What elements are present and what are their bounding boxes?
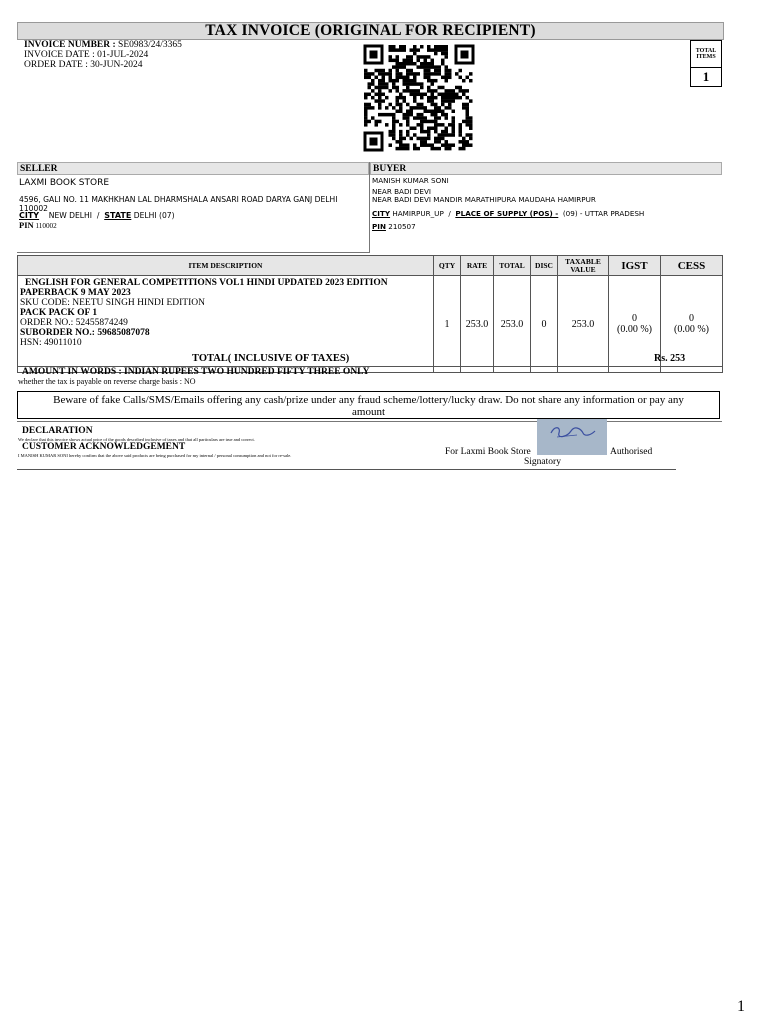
total-amount: Rs. 253 [654,353,686,364]
buyer-pin: 210507 [388,222,416,231]
reverse-charge: whether the tax is payable on reverse charge basis : NO [18,377,196,386]
buyer-pin-line [372,223,416,231]
item-title: ENGLISH FOR GENERAL COMPETITIONS VOL1 HINDI UPDATED 2023 EDITION [25,278,388,288]
for-store-label: For Laxmi Book Store [445,447,531,457]
declaration-divider [17,421,722,422]
col-qty: QTY [434,256,461,276]
fraud-warning-line-1: Beware of fake Calls/SMS/Emails offering any cash/prize under any fraud scheme/lottery/lucky draw. Do not share any information or pay any [53,394,684,406]
item-taxable-value: 253.0 [558,276,609,373]
words-divider [17,366,722,367]
buyer-city-pos: CITY HAMIRPUR_UP / PLACE OF SUPPLY (POS) - (09) - UTTAR PRADESH [372,209,645,218]
amount-in-words: AMOUNT IN WORDS : INDIAN RUPEES TWO HUNDRED FIFTY THREE ONLY [22,367,370,377]
col-rate: RATE [461,256,494,276]
declaration-title: DECLARATION [22,426,93,436]
seller-city: NEW DELHI [48,211,92,220]
seller-pin-line [19,221,57,230]
seller-state-code: (07) [158,211,175,220]
seller-pin-label: PIN [19,220,34,230]
invoice-number: SE0983/24/3365 [118,40,182,50]
item-sku: SKU CODE: NEETU SINGH HINDI EDITION [20,298,205,308]
buyer-pos-label: PLACE OF SUPPLY (POS) - [455,209,559,218]
item-title-2: PAPERBACK 9 MAY 2023 [20,288,131,298]
footer-divider [17,469,676,470]
col-total: TOTAL [494,256,531,276]
invoice-title: TAX INVOICE (ORIGINAL FOR RECIPIENT) [17,22,724,40]
col-disc: DISC [531,256,558,276]
seller-state-label: STATE [104,211,132,220]
item-rate: 253.0 [461,276,494,373]
col-igst: IGST [609,256,661,276]
item-qty: 1 [434,276,461,373]
order-date: ORDER DATE : 30-JUN-2024 [24,60,143,70]
invoice-number-label: INVOICE NUMBER : [24,40,116,50]
total-items-label: TOTAL ITEMS [695,48,717,60]
buyer-header: BUYER [370,162,722,175]
seller-state: DELHI [133,211,157,220]
seller-pin: 110002 [35,222,57,230]
authorised-label: Authorised [610,447,653,457]
col-item-description: ITEM DESCRIPTION [18,256,434,276]
item-igst: 0 [632,313,637,324]
item-igst-pct: (0.00 %) [617,324,652,335]
item-order-no: ORDER NO.: 52455874249 [20,318,128,328]
declaration-text: We declare that this invoice shows actual price of the goods described inclusive of taxes and that all particulars are true and correct. [18,437,255,442]
item-cess: 0 [689,313,694,324]
buyer-name: MANISH KUMAR SONI [372,176,449,185]
seller-address: 4596, GALI NO. 11 MAKHKHAN LAL DHARMSHALA ANSARI ROAD DARYA GANJ DELHI [19,195,338,204]
total-row [17,352,722,367]
signature-scribble [537,419,607,455]
total-label: TOTAL( INCLUSIVE OF TAXES) [192,353,350,364]
seller-address-2: 110002 [19,204,48,213]
customer-ack-text: I MANISH KUMAR SONI hereby confirm that the above said products are being purchased for my internal / personal consumption and not for re-sale. [18,453,292,458]
buyer-pin-label: PIN [372,222,386,231]
item-hsn: HSN: 49011010 [20,338,82,348]
qr-code [363,44,475,152]
seller-header: SELLER [17,162,369,175]
seller-buyer-divider [369,162,370,252]
invoice-date: INVOICE DATE : 01-JUL-2024 [24,50,149,60]
item-cess-pct: (0.00 %) [674,324,709,335]
customer-ack-title: CUSTOMER ACKNOWLEDGEMENT [22,442,186,452]
page-number: 1 [737,998,745,1015]
item-total: 253.0 [494,276,531,373]
buyer-pos: (09) - UTTAR PRADESH [562,209,645,218]
seller-bottom-border [17,252,370,253]
total-items-box [690,40,722,87]
fraud-warning-line-2: amount [352,406,385,418]
buyer-city-label: CITY [372,209,391,218]
invoice-number-line [24,40,182,50]
signature-image [537,419,607,455]
fraud-warning-box [17,391,720,419]
total-items-count: 1 [691,67,721,86]
buyer-city: HAMIRPUR_UP [392,209,444,218]
seller-city-label: CITY [19,211,40,220]
col-taxable-value: TAXABLE VALUE [558,256,609,276]
seller-name: LAXMI BOOK STORE [19,178,110,188]
col-cess: CESS [661,256,723,276]
item-pack: PACK PACK OF 1 [20,308,98,318]
item-suborder-no: SUBORDER NO.: 59685087078 [20,328,150,338]
table-header-row [18,256,723,276]
buyer-address-1: NEAR BADI DEVI [372,187,432,196]
seller-city-state: CITY NEW DELHI / STATE DELHI (07) [19,211,175,220]
buyer-address-2: NEAR BADI DEVI MANDIR MARATHIPURA MAUDAHA HAMIRPUR [372,195,596,204]
signatory-label: Signatory [524,457,561,467]
item-disc: 0 [531,276,558,373]
